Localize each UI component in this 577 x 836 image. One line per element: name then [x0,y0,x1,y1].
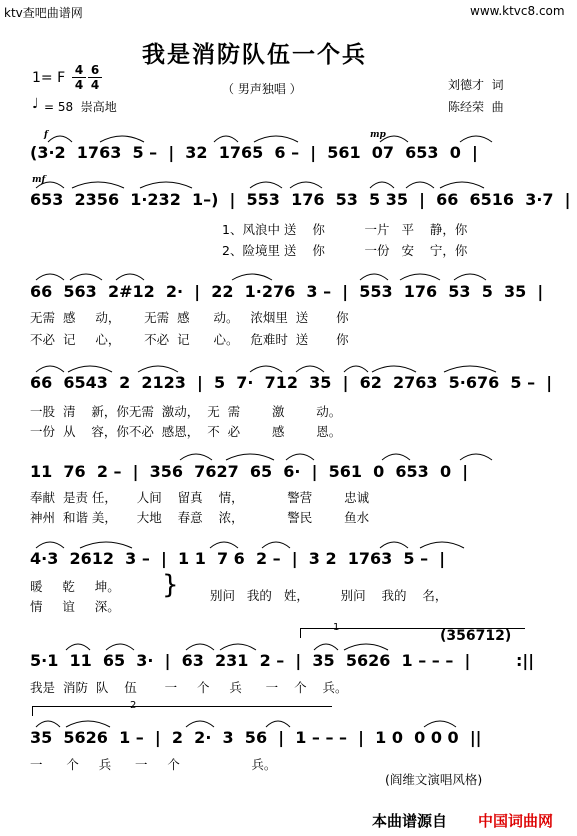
dynamic-f: f [44,130,48,140]
performer-credit: (阎维文演唱风格) [385,772,483,787]
footer-source: 本曲谱源自 [372,812,448,830]
time-top-2: 6 [90,63,100,77]
lyric-row-6-verse-2: 情 谊 深。 [30,599,120,614]
lyric-row-5-verse-2: 神州 和谐 美， 大地 春意 浓， 警民 鱼水 [30,510,370,525]
brace-icon: } [162,570,179,600]
lyric-row-8: 一 个 兵 一 个 兵。 [30,757,277,772]
watermark-right: www.ktvc8.com [470,4,565,18]
volta-1-label: 1 [333,622,340,633]
notes-row-1: (3·2 1763 5 – | 32 1765 6 – | 561 07 653 0 | [30,143,478,162]
lyric-row-2-verse-2: 2、险境里 送 你 一份 安 宁，你 [222,243,468,258]
lyric-row-5-verse-1: 奉献 是责 任， 人间 留真 情， 警营 忠诚 [30,490,370,505]
repeat-sign-icon: :|| [516,651,535,670]
notes-row-8: 35 5626 1 – | 2 2· 3 56 | 1 – – – | 1 0 0 0 0 || [30,728,482,747]
lyric-row-4-verse-2: 一份 从 容，你不必 感恩， 不 必 感 恩。 [30,424,342,439]
notes-row-7-paren: (356712) [440,628,512,644]
volta-2-label: 2 [130,700,137,711]
lyric-row-2-verse-1: 1、风浪中 送 你 一片 平 静，你 [222,222,468,237]
subtitle: （ 男声独唱 ） [222,82,302,96]
time-bottom-1: 4 [74,78,84,92]
notes-row-5: 11 76 2 – | 356 7627 65 6· | 561 0 653 0 | [30,462,469,481]
notes-row-2: 653 2356 1·232 1–) | 553 176 53 5 35 | 66 6516 3·7 | [30,190,571,209]
tempo: = 58 崇高地 [44,100,117,114]
lyric-row-3-verse-2: 不必 记 心， 不必 记 心。 危难时 送 你 [30,332,349,347]
lyric-row-6-verse-1: 暖 乾 坤。 [30,579,120,594]
dynamic-mp: mp [370,130,386,140]
key-signature: 1= F [32,70,66,86]
watermark-left: ktv查吧曲谱网 [4,6,83,20]
lyric-row-4-verse-1: 一股 清 新，你无需 激动， 无 需 激 动。 [30,404,342,419]
time-top-1: 4 [74,63,84,77]
notes-row-7: 5·1 11 65 3· | 63 231 2 – | 35 5626 1 – – – | [30,651,471,670]
page-title: 我是消防队伍一个兵 [142,42,367,68]
notes-row-3: 66 563 2#12 2· | 22 1·276 3 – | 553 176 53 5 35 | [30,282,544,301]
time-bottom-2: 4 [90,78,100,92]
lyric-row-7: 我是 消防 队 伍 一 个 兵 一 个 兵。 [30,680,348,695]
notes-row-6: 4·3 2612 3 – | 1 1 7 6 2 – | 3 2 1763 5 – | [30,549,446,568]
quarter-note-icon: ♩ [32,96,39,112]
lyric-row-3-verse-1: 无需 感 动， 无需 感 动。 浓烟里 送 你 [30,310,349,325]
lyric-row-6-shared: 别问 我的 姓， 别问 我的 名， [210,588,448,603]
dynamic-mf: mf [32,175,46,185]
footer-site-link[interactable]: 中国词曲网 [478,812,554,830]
composer: 陈经荣 曲 [448,100,504,114]
lyricist: 刘德才 词 [448,78,504,92]
notes-row-4: 66 6543 2 2123 | 5 7· 712 35 | 62 2763 5·676 5 – | [30,373,553,392]
